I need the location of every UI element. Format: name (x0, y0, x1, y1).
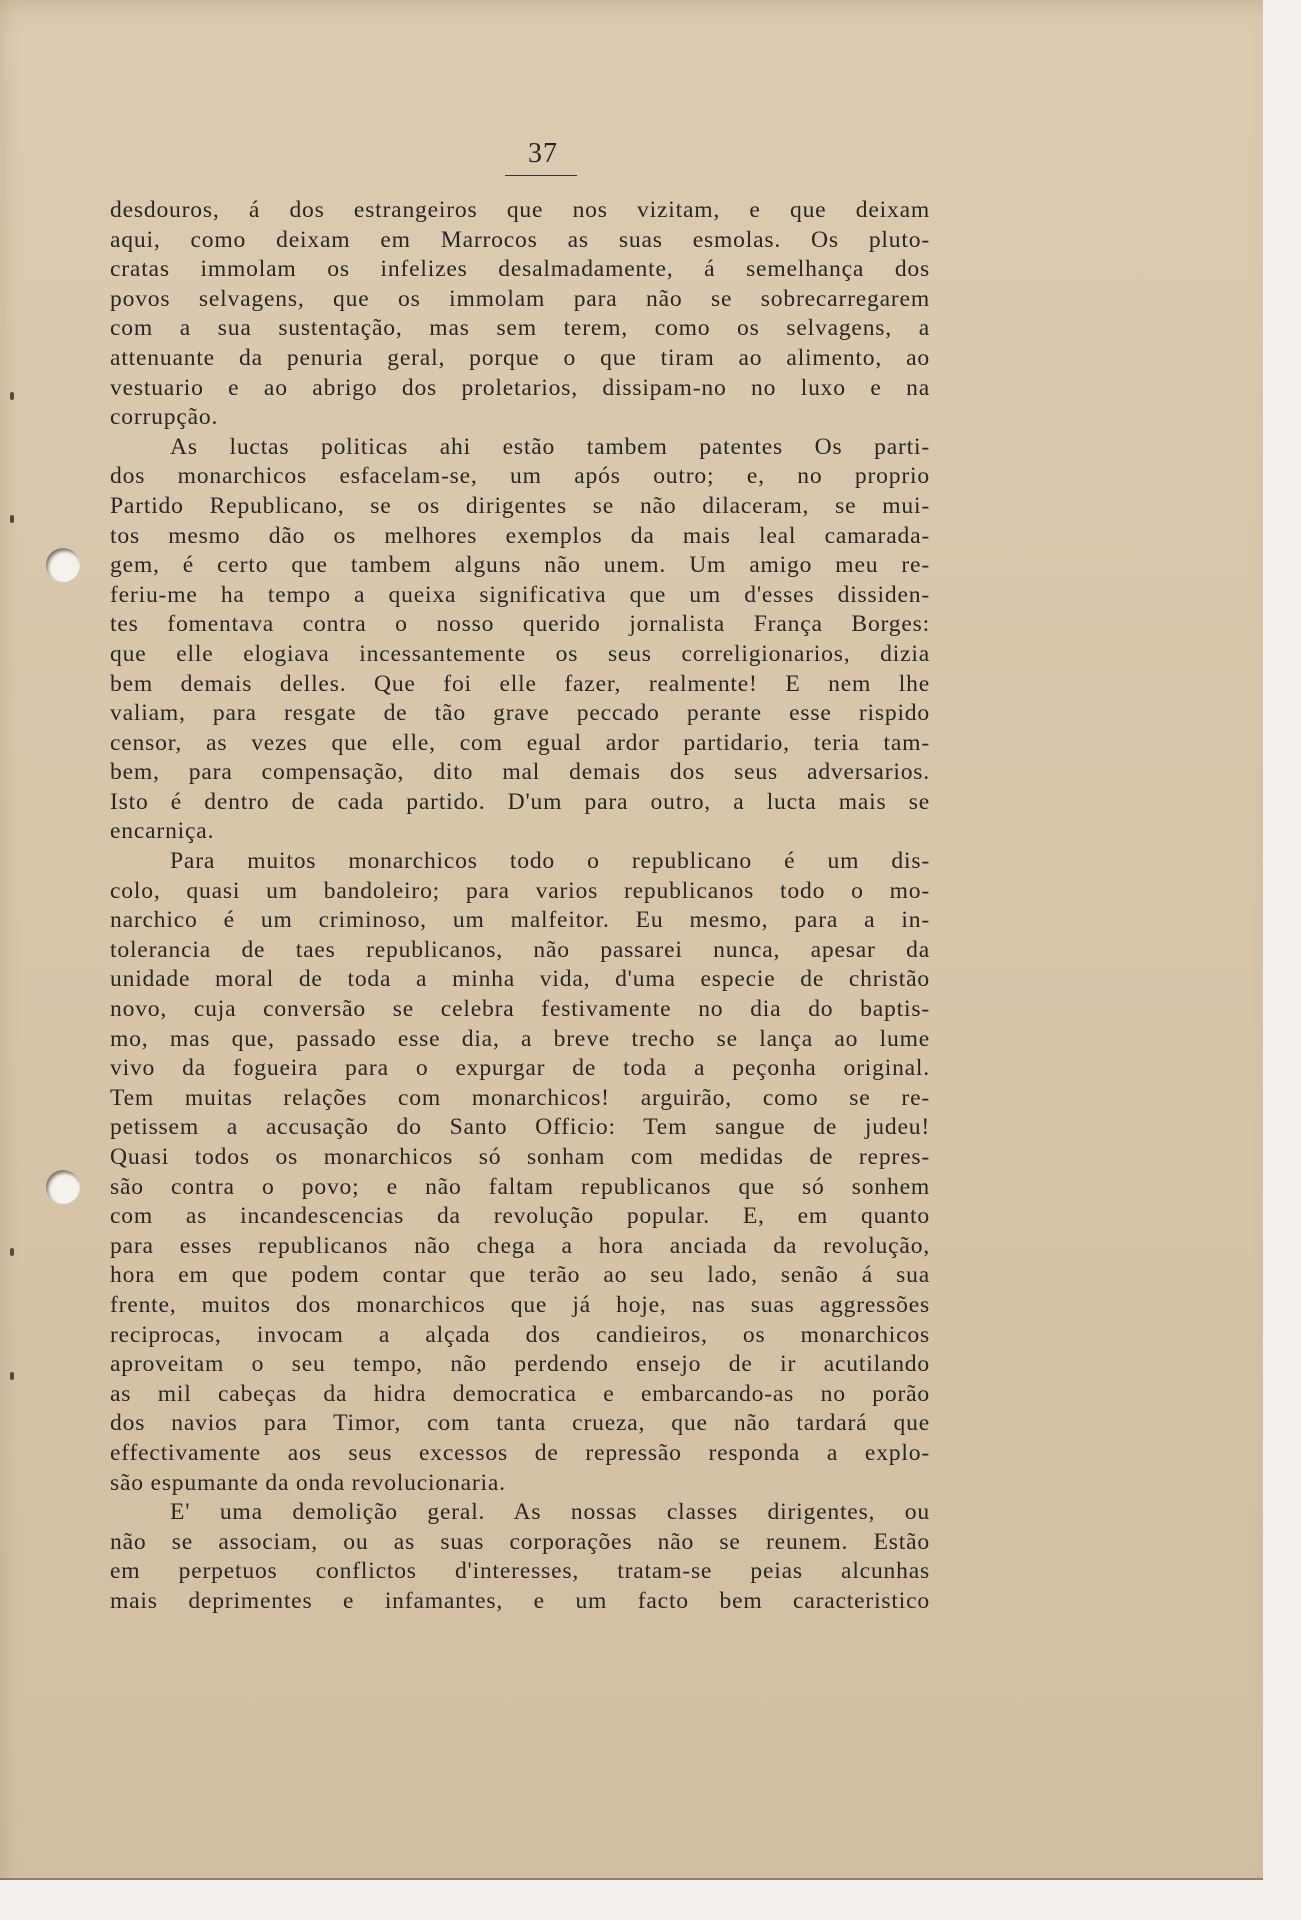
text-line: dos monarchicos esfacelam-se, um após outro; e, no proprio (110, 463, 930, 490)
text-line: dos navios para Timor, com tanta crueza, que não tardará que (110, 1410, 930, 1437)
text-line: encarniça. (110, 818, 215, 845)
text-line: narchico é um criminoso, um malfeitor. Eu mesmo, para a in- (110, 907, 930, 934)
text-line: colo, quasi um bandoleiro; para varios republicanos todo o mo- (110, 877, 930, 904)
text-line: hora em que podem contar que terão ao seu lado, senão á sua (110, 1262, 930, 1289)
page-bottom-edge (0, 1878, 1263, 1880)
text-line: bem demais delles. Que foi elle fazer, realmente! E nem lhe (110, 670, 930, 697)
text-line: E' uma demolição geral. As nossas classes dirigentes, ou (170, 1499, 930, 1526)
margin-mark (10, 1248, 14, 1256)
text-line: novo, cuja conversão se celebra festivamente no dia do baptis- (110, 996, 930, 1023)
binding-hole (46, 548, 80, 582)
text-line: gem, é certo que tambem alguns não unem. Um amigo meu re- (110, 552, 930, 579)
text-line: em perpetuos conflictos d'interesses, tratam-se peias alcunhas (110, 1558, 930, 1585)
text-line: feriu-me ha tempo a queixa significativa que um d'esses dissiden- (110, 581, 930, 608)
text-line: mo, mas que, passado esse dia, a breve trecho se lança ao lume (110, 1025, 930, 1052)
text-line: desdouros, á dos estrangeiros que nos vizitam, e que deixam (110, 197, 930, 223)
text-line: para esses republicanos não chega a hora anciada da revolução, (110, 1232, 930, 1259)
text-line: com as incandescencias da revolução popular. E, em quanto (110, 1203, 930, 1230)
text-line: tos mesmo dão os melhores exemplos da mais leal camarada- (110, 522, 930, 549)
text-line: petissem a accusação do Santo Officio: Tem sangue de judeu! (110, 1114, 930, 1141)
text-line: tolerancia de taes republicanos, não passarei nunca, apesar da (110, 936, 930, 963)
text-line: tes fomentava contra o nosso querido jornalista França Borges: (110, 611, 930, 638)
text-line: Quasi todos os monarchicos só sonham com medidas de repres- (110, 1144, 930, 1170)
text-line: cratas immolam os infelizes desalmadamente, á semelhança dos (110, 256, 930, 283)
text-line: attenuante da penuria geral, porque o que tiram ao alimento, ao (110, 344, 930, 371)
page-margin-bottom (0, 1880, 1301, 1920)
text-line: valiam, para resgate de tão grave peccado perante esse rispido (110, 700, 930, 727)
text-line: vivo da fogueira para o expurgar de toda a peçonha original. (110, 1055, 930, 1082)
text-line: vestuario e ao abrigo dos proletarios, dissipam-no no luxo e na (110, 374, 930, 401)
page-number: 37 (528, 138, 558, 169)
text-body (110, 196, 930, 1617)
text-line: Tem muitas relações com monarchicos! arguirão, como se re- (110, 1084, 930, 1111)
margin-mark (10, 392, 14, 400)
text-line: aproveitam o seu tempo, não perdendo ensejo de ir acutilando (110, 1351, 930, 1378)
text-line: bem, para compensação, dito mal demais dos seus adversarios. (110, 759, 930, 786)
text-line: aqui, como deixam em Marrocos as suas esmolas. Os pluto- (110, 226, 930, 253)
text-line: povos selvagens, que os immolam para não se sobrecarregarem (110, 285, 930, 312)
text-line: mais deprimentes e infamantes, e um facto bem caracteristico (110, 1587, 930, 1614)
page-number-rule (505, 175, 577, 176)
text-line: são contra o povo; e não faltam republicanos que só sonhem (110, 1173, 930, 1200)
text-line: que elle elogiava incessantemente os seus correligionarios, dizia (110, 640, 930, 667)
text-line: corrupção. (110, 404, 219, 431)
text-line: As luctas politicas ahi estão tambem patentes Os parti- (170, 433, 930, 460)
margin-mark (10, 1372, 14, 1380)
text-line: as mil cabeças da hidra democratica e embarcando-as no porão (110, 1380, 930, 1407)
margin-mark (10, 515, 14, 523)
text-line: Partido Republicano, se os dirigentes se não dilaceram, se mui- (110, 492, 930, 519)
text-line: frente, muitos dos monarchicos que já hoje, nas suas aggressões (110, 1291, 930, 1318)
text-line: Para muitos monarchicos todo o republicano é um dis- (170, 848, 930, 875)
text-line: não se associam, ou as suas corporações não se reunem. Estão (110, 1528, 930, 1555)
text-line: effectivamente aos seus excessos de repressão responda a explo- (110, 1439, 930, 1466)
text-line: Isto é dentro de cada partido. D'um para outro, a lucta mais se (110, 788, 930, 815)
text-line: com a sua sustentação, mas sem terem, como os selvagens, a (110, 315, 930, 342)
page-margin-right (1263, 0, 1301, 1920)
text-line: reciprocas, invocam a alçada dos candieiros, os monarchicos (110, 1321, 930, 1348)
text-line: são espumante da onda revolucionaria. (110, 1469, 506, 1496)
binding-hole (46, 1170, 80, 1204)
text-line: censor, as vezes que elle, com egual ardor partidario, teria tam- (110, 729, 930, 756)
text-line: unidade moral de toda a minha vida, d'uma especie de christão (110, 966, 930, 993)
